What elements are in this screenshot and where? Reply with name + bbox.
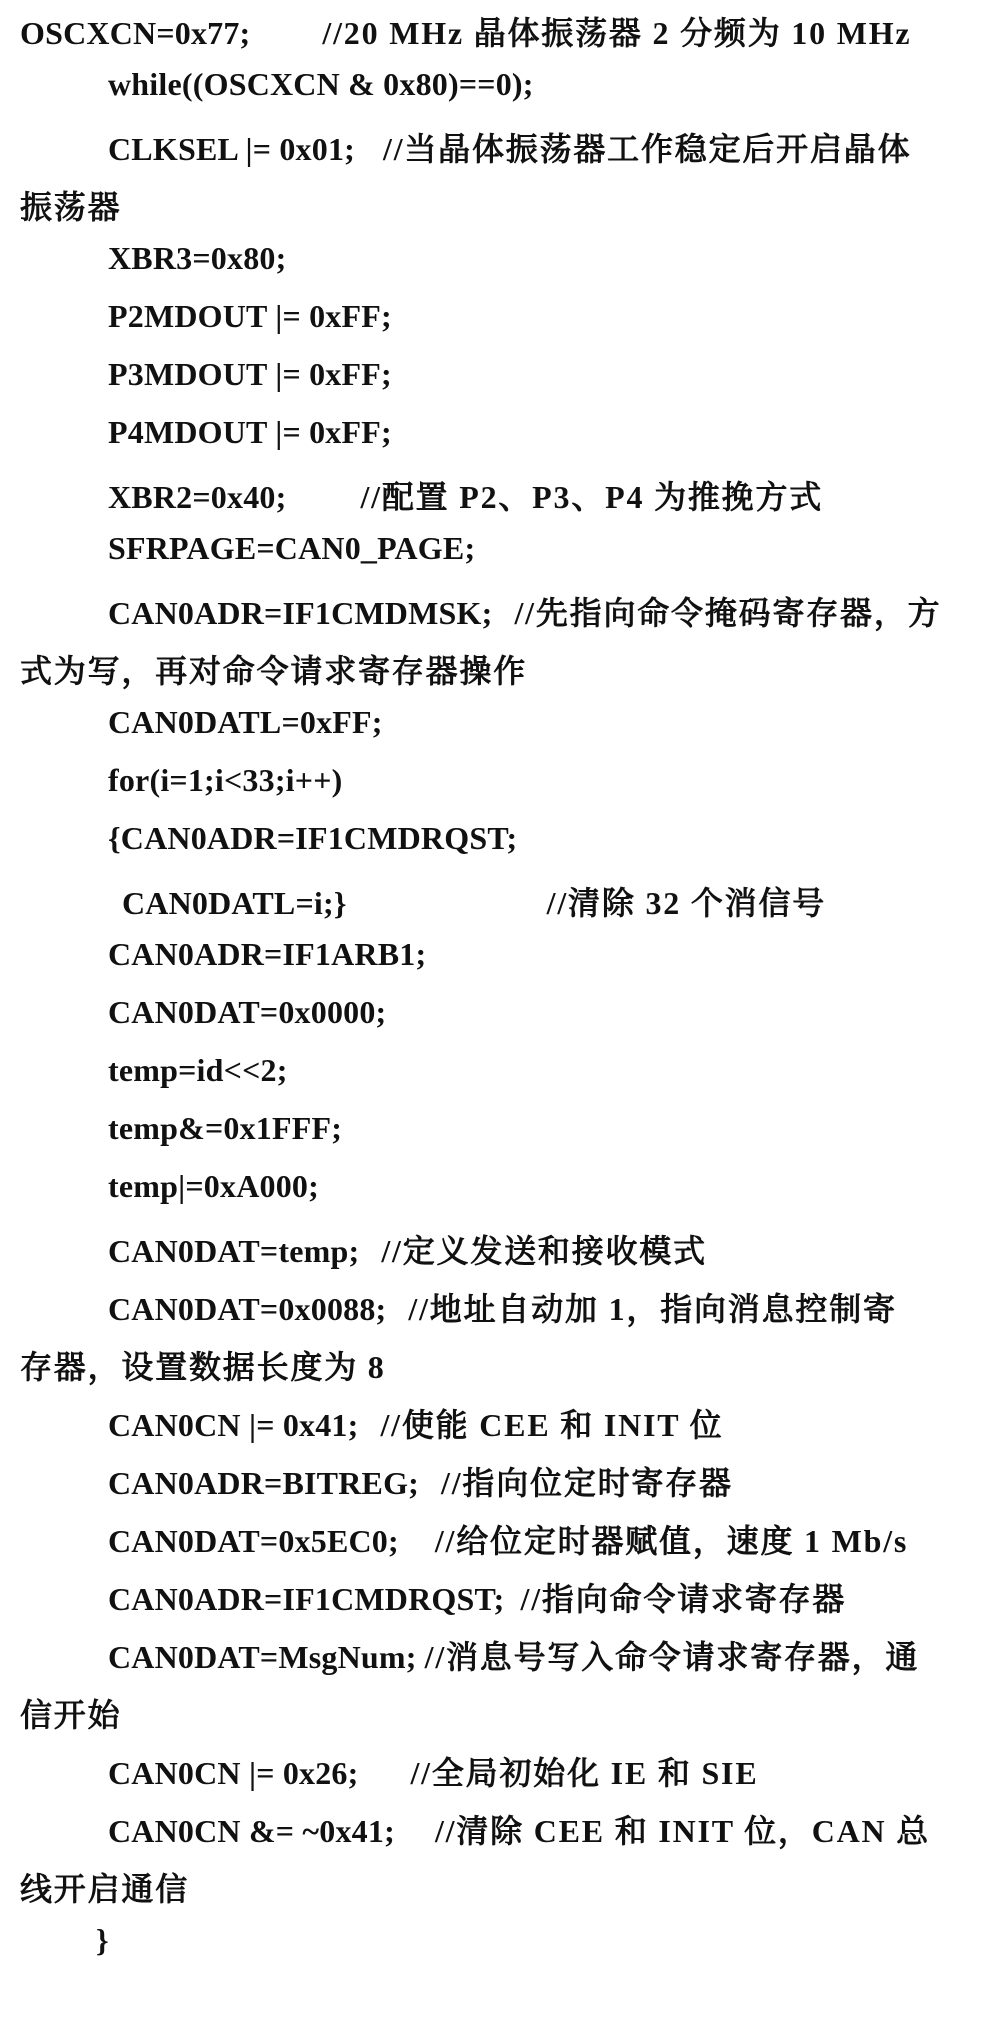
code-text: CAN0ADR=IF1ARB1; [108, 936, 427, 972]
code-text: CAN0CN &= ~0x41; [108, 1813, 395, 1849]
code-line [0, 1806, 1002, 1864]
code-text: CAN0ADR=IF1CMDMSK; [108, 595, 493, 631]
code-comment: //给位定时器赋值，速度 1 Mb/s [434, 1523, 909, 1559]
code-text: CAN0DAT=temp; [108, 1233, 360, 1269]
code-line [0, 878, 1002, 936]
code-text: P2MDOUT |= 0xFF; [108, 298, 392, 334]
code-line [0, 1342, 1002, 1400]
code-line [0, 1458, 1002, 1516]
code-line [0, 936, 1002, 994]
code-text: for(i=1;i<33;i++) [108, 762, 343, 798]
code-text: while((OSCXCN & 0x80)==0); [108, 66, 534, 102]
code-line [0, 356, 1002, 414]
code-line [0, 472, 1002, 530]
code-comment: //定义发送和接收模式 [381, 1233, 707, 1269]
code-comment: //使能 CEE 和 INIT 位 [380, 1407, 724, 1443]
code-text: {CAN0ADR=IF1CMDRQST; [108, 820, 518, 856]
code-text: XBR3=0x80; [108, 240, 287, 276]
code-text: CAN0DATL=i;} [122, 885, 347, 921]
code-line [0, 1110, 1002, 1168]
code-comment: //全局初始化 IE 和 SIE [410, 1755, 759, 1791]
code-text: CAN0ADR=BITREG; [108, 1465, 420, 1501]
code-text: CAN0CN |= 0x26; [108, 1755, 359, 1791]
code-comment: //指向命令请求寄存器 [520, 1581, 847, 1617]
code-text: CAN0CN |= 0x41; [108, 1407, 359, 1443]
code-comment: 存器，设置数据长度为 8 [20, 1349, 386, 1385]
code-comment: 线开启通信 [20, 1871, 190, 1907]
code-text: CAN0DAT=0x0000; [108, 994, 387, 1030]
code-text: temp&=0x1FFF; [108, 1110, 343, 1146]
code-line [0, 704, 1002, 762]
code-comment: 信开始 [20, 1697, 122, 1733]
code-line [0, 1226, 1002, 1284]
code-text: temp=id<<2; [108, 1052, 288, 1088]
code-line [0, 1400, 1002, 1458]
code-comment: //先指向命令掩码寄存器，方 [514, 595, 942, 631]
code-comment: //清除 32 个消信号 [546, 885, 827, 921]
code-line [0, 1690, 1002, 1748]
code-line [0, 994, 1002, 1052]
code-line [0, 762, 1002, 820]
code-line [0, 820, 1002, 878]
code-line [0, 8, 1002, 66]
code-comment: //配置 P2、P3、P4 为推挽方式 [360, 479, 824, 515]
code-line [0, 646, 1002, 704]
code-line [0, 1052, 1002, 1110]
code-line [0, 1574, 1002, 1632]
code-line [0, 182, 1002, 240]
code-text: CLKSEL |= 0x01; [108, 131, 355, 167]
code-comment: //消息号写入命令请求寄存器，通 [424, 1639, 920, 1675]
code-text: OSCXCN=0x77; [20, 15, 251, 51]
code-line [0, 1632, 1002, 1690]
code-line [0, 124, 1002, 182]
code-text: SFRPAGE=CAN0_PAGE; [108, 530, 476, 566]
code-comment: //指向位定时寄存器 [441, 1465, 733, 1501]
code-text: CAN0DAT=MsgNum; [108, 1639, 417, 1675]
code-comment: //20 MHz 晶体振荡器 2 分频为 10 MHz [322, 15, 912, 51]
code-line [0, 240, 1002, 298]
code-line [0, 1284, 1002, 1342]
code-line [0, 1168, 1002, 1226]
code-text: CAN0DATL=0xFF; [108, 704, 383, 740]
code-text: } [96, 1922, 109, 1958]
code-comment: //清除 CEE 和 INIT 位，CAN 总 [434, 1813, 931, 1849]
code-line [0, 588, 1002, 646]
code-line [0, 1864, 1002, 1922]
code-text: P4MDOUT |= 0xFF; [108, 414, 392, 450]
code-line [0, 66, 1002, 124]
code-line [0, 1516, 1002, 1574]
code-line [0, 530, 1002, 588]
code-comment: //地址自动加 1，指向消息控制寄 [408, 1291, 897, 1327]
code-line [0, 1748, 1002, 1806]
code-comment: 振荡器 [20, 189, 122, 225]
code-text: CAN0ADR=IF1CMDRQST; [108, 1581, 505, 1617]
code-comment: //当晶体振荡器工作稳定后开启晶体 [383, 131, 912, 167]
code-line [0, 1922, 1002, 1980]
code-text: CAN0DAT=0x5EC0; [108, 1523, 399, 1559]
code-text: CAN0DAT=0x0088; [108, 1291, 387, 1327]
code-text: P3MDOUT |= 0xFF; [108, 356, 392, 392]
code-text: XBR2=0x40; [108, 479, 287, 515]
code-line [0, 298, 1002, 356]
code-line [0, 414, 1002, 472]
code-text: temp|=0xA000; [108, 1168, 319, 1204]
code-comment: 式为写，再对命令请求寄存器操作 [20, 653, 528, 689]
